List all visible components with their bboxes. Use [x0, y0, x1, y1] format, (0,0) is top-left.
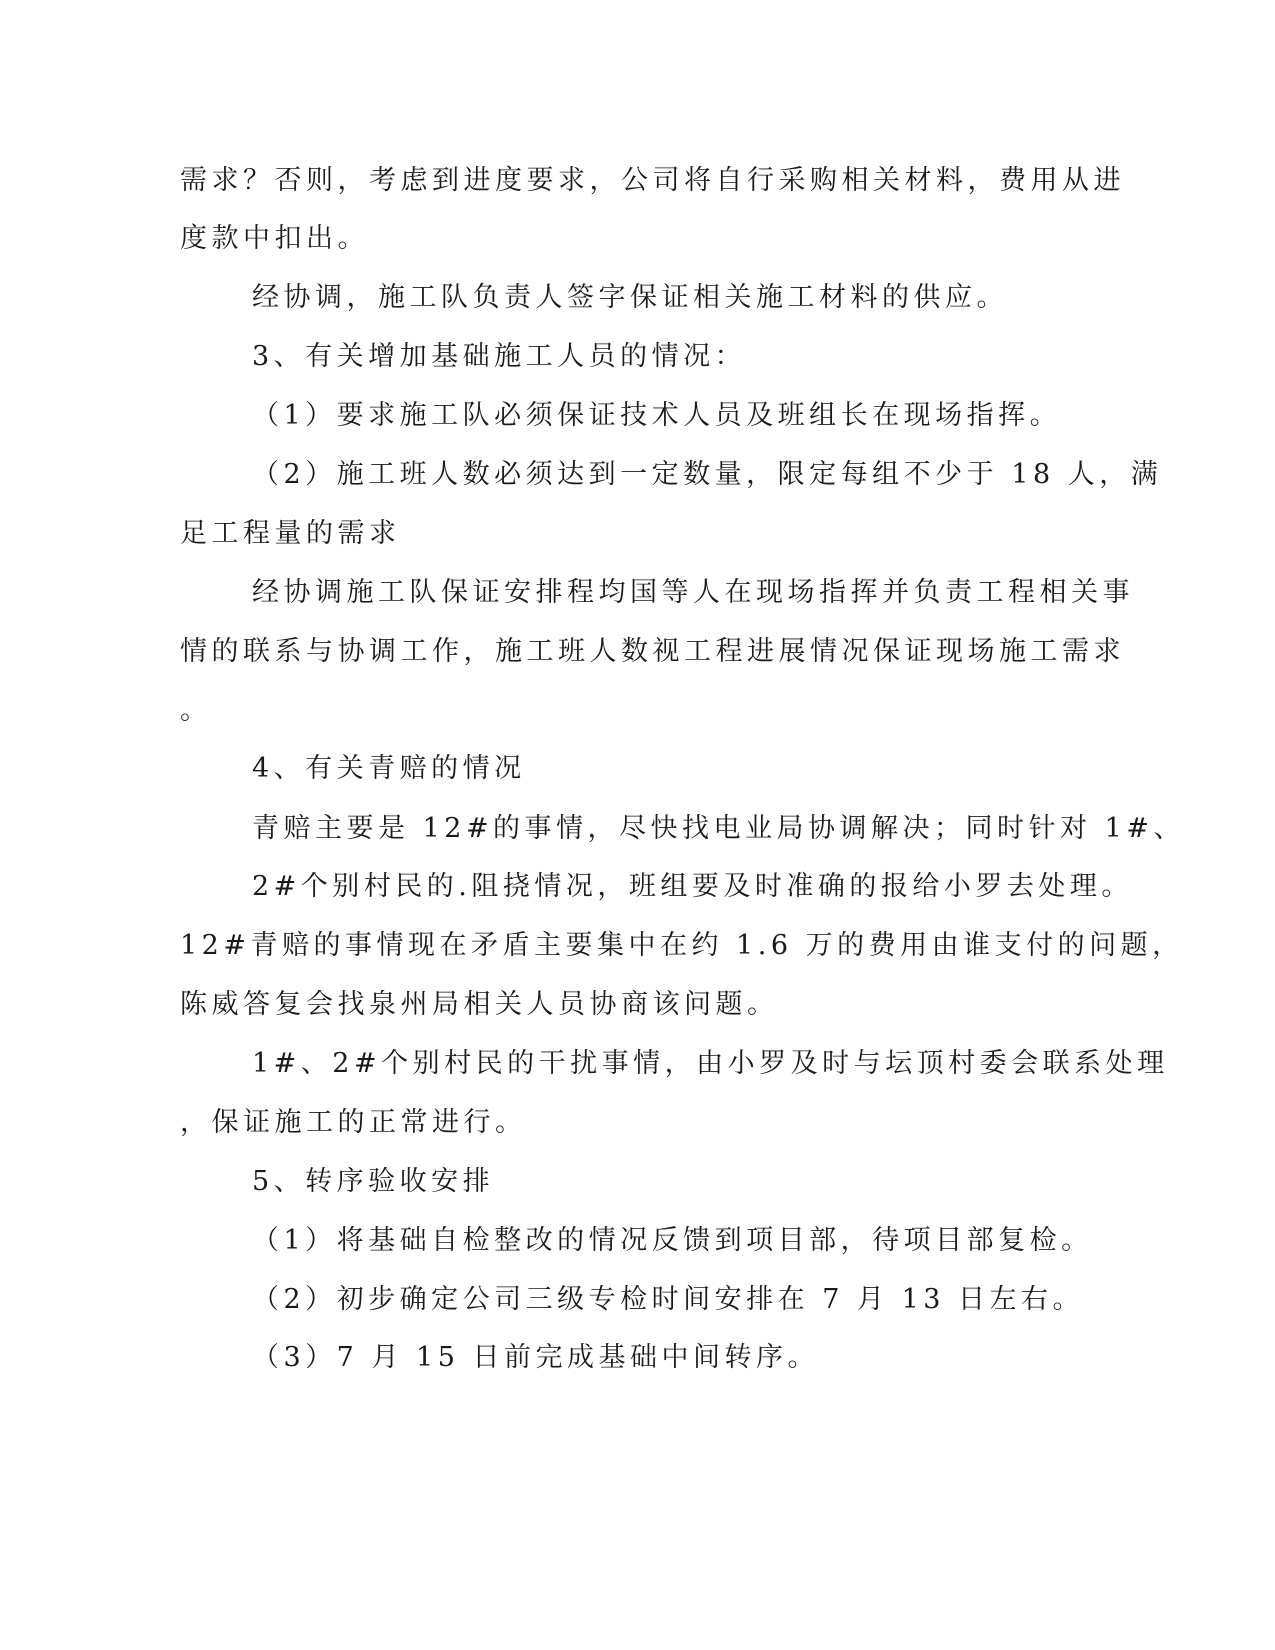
list-item: （2）施工班人数必须达到一定数量，限定每组不少于 18 人，满: [252, 459, 1163, 490]
text-line: 12#青赔的事情现在矛盾主要集中在约 1.6 万的费用由谁支付的问题，: [180, 930, 1184, 961]
text-line: 经协调，施工队负责人签字保证相关施工材料的供应。: [252, 282, 1008, 313]
text-line: 足工程量的需求: [180, 518, 401, 549]
text-line: 陈威答复会找泉州局相关人员协商该问题。: [180, 989, 779, 1020]
text-line: 。: [180, 695, 212, 726]
text-line: 1#、2#个别村民的干扰事情，由小罗及时与坛顶村委会联系处理: [252, 1048, 1169, 1079]
text-line: 经协调施工队保证安排程均国等人在现场指挥并负责工程相关事: [252, 577, 1134, 608]
list-item: （1）要求施工队必须保证技术人员及班组长在现场指挥。: [252, 400, 1062, 431]
text-line: 情的联系与协调工作，施工班人数视工程进展情况保证现场施工需求: [180, 636, 1125, 667]
text-line: ，保证施工的正常进行。: [180, 1107, 527, 1138]
list-item: （2）初步确定公司三级专检时间安排在 7 月 13 日左右。: [252, 1284, 1085, 1315]
text-line: 度款中扣出。: [180, 223, 369, 254]
text-line: 需求？否则，考虑到进度要求，公司将自行采购相关材料，费用从进: [180, 165, 1125, 196]
section-heading: 3、有关增加基础施工人员的情况：: [252, 341, 747, 372]
section-heading: 4、有关青赔的情况: [252, 753, 526, 784]
section-heading: 5、转序验收安排: [252, 1166, 495, 1197]
list-item: （1）将基础自检整改的情况反馈到项目部，待项目部复检。: [252, 1225, 1093, 1256]
list-item: （3）7 月 15 日前完成基础中间转序。: [252, 1342, 819, 1373]
text-line: 青赔主要是 12#的事情，尽快找电业局协调解决；同时针对 1#、: [252, 813, 1185, 844]
text-line: 2#个别村民的.阻挠情况，班组要及时准确的报给小罗去处理。: [252, 871, 1133, 902]
